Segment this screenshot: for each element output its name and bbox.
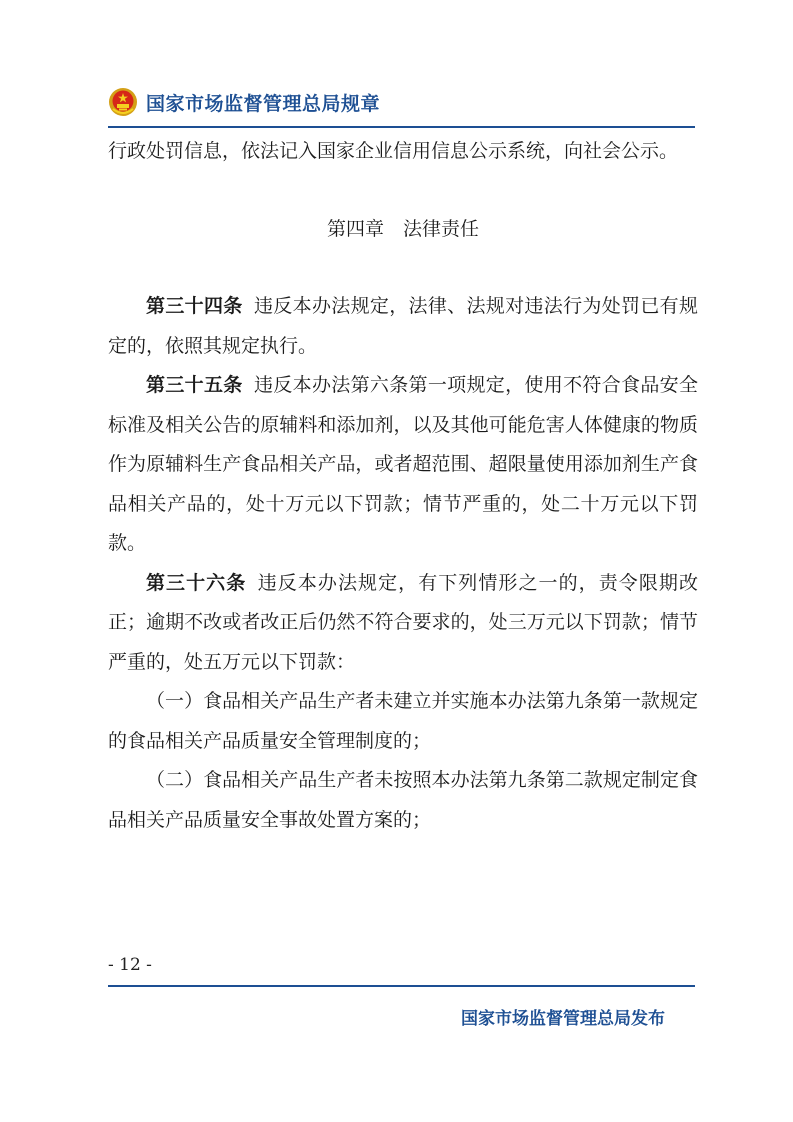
header-divider: [108, 126, 695, 128]
header-title: 国家市场监督管理总局规章: [146, 92, 381, 115]
document-body: [108, 132, 698, 840]
article-36-text: 违反本办法规定，有下列情形之一的，责令限期改正；逾期不改或者改正后仍然不符合要求的，处三万元以下罚款；情节严重的，处五万元以下罚款：: [108, 571, 698, 673]
article-34-label: 第三十四条: [146, 295, 243, 317]
national-emblem-icon: [108, 87, 138, 117]
page-number: - 12 -: [108, 955, 152, 975]
footer-publisher: 国家市场监督管理总局发布: [461, 1009, 665, 1029]
footer-divider: [108, 985, 695, 987]
continuation-paragraph: 行政处罚信息，依法记入国家企业信用信息公示系统，向社会公示。: [108, 140, 679, 162]
chapter-title: 第四章 法律责任: [326, 217, 479, 240]
article-34-text: 违反本办法规定，法律、法规对违法行为处罚已有规定的，依照其规定执行。: [108, 295, 698, 357]
article-36-item-1: （一）食品相关产品生产者未建立并实施本办法第九条第一款规定的食品相关产品质量安全管理制度的；: [108, 690, 698, 752]
article-34: [108, 287, 698, 366]
article-36: [108, 564, 698, 683]
article-35-label: 第三十五条: [146, 374, 243, 396]
article-35-text: 违反本办法第六条第一项规定，使用不符合食品安全标准及相关公告的原辅料和添加剂，以及其他可能危害人体健康的物质作为原辅料生产食品相关产品，或者超范围、超限量使用添加剂生产食品相关产品的，处十万元以下罚款；情节严重的，处二十万元以下罚款。: [108, 374, 698, 554]
page-header: [108, 82, 695, 122]
article-36-item-2: （二）食品相关产品生产者未按照本办法第九条第二款规定制定食品相关产品质量安全事故处置方案的；: [108, 769, 698, 831]
article-36-label: 第三十六条: [146, 571, 247, 594]
article-35: [108, 366, 698, 564]
